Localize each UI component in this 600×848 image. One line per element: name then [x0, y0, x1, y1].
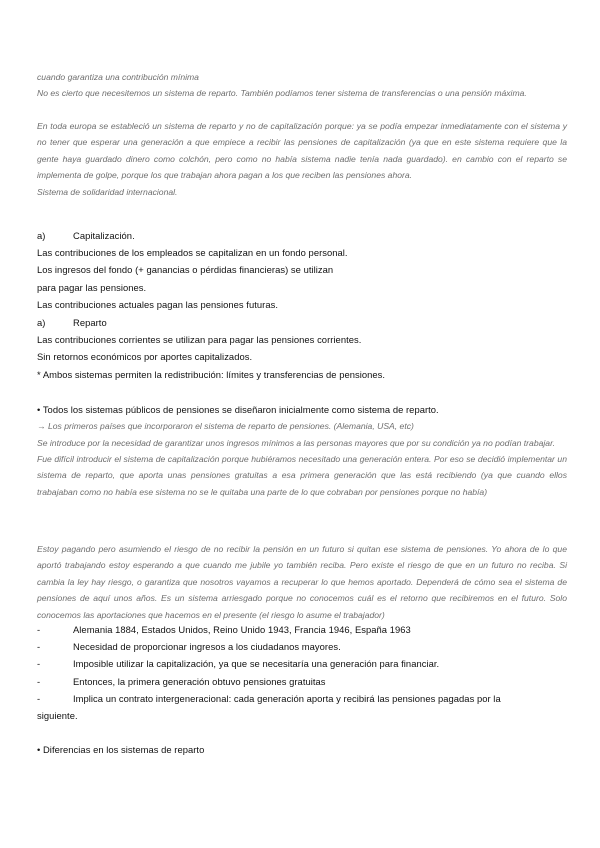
list-item-text: Alemania 1884, Estados Unidos, Reino Unido 1943, Francia 1946, España 1963	[73, 624, 411, 635]
list-marker: a)	[37, 230, 46, 241]
dash-marker: -	[37, 658, 41, 670]
dash-marker: -	[37, 692, 41, 704]
capitalizacion-line: Las contribuciones actuales pagan las pensiones futuras.	[37, 298, 278, 310]
risk-section	[37, 541, 567, 623]
reparto-section	[37, 314, 567, 383]
dash-marker: -	[37, 624, 41, 635]
list-item-text: Necesidad de proporcionar ingresos a los ciudadanos mayores.	[73, 641, 341, 653]
intro-line-2: No es cierto que necesitemos un sistema de reparto. También podíamos tener sistema de transferencias o una pensión máxima.	[37, 88, 527, 99]
differences-heading: • Diferencias en los sistemas de reparto	[37, 744, 205, 755]
europe-paragraph-last-line: Sistema de solidaridad internacional.	[37, 186, 178, 197]
list-item-continuation: siguiente.	[37, 710, 78, 722]
europe-paragraph-section	[37, 118, 567, 200]
list-item-text: Imposible utilizar la capitalización, ya que se necesitaría una generación para financiar.	[73, 658, 440, 670]
first-countries-line: → Los primeros países que incorporaron el sistema de reparto de pensiones. (Alemania, USA, etc)	[37, 421, 414, 432]
reparto-line: Sin retornos económicos por aportes capitalizados.	[37, 351, 253, 363]
introduction-paragraph: Se introduce por la necesidad de garantizar unos ingresos mínimos a las personas mayores que por su condición ya no podían trabajar.	[37, 437, 555, 448]
list-item	[37, 690, 567, 707]
intro-section	[37, 69, 567, 102]
list-item	[37, 655, 567, 672]
list-item-text: Entonces, la primera generación obtuvo pensiones gratuitas	[73, 675, 326, 687]
reparto-line: Las contribuciones corrientes se utilizan para pagar las pensiones corrientes.	[37, 334, 362, 346]
differences-section	[37, 741, 567, 758]
risk-paragraph: Estoy pagando pero asumiendo el riesgo de no recibir la pensión en un futuro si quitan ese sistema de pensiones. Yo ahora de lo que aportó trabajando estoy esperando a que cuando me jubile yo también reciba. Pero existe el riesgo de que en un futuro no reciba. Si cambia la ley hay riesgo, o garantiza que nosotros vayamos a recuperar lo que hemos aportado. Dependerá de cómo sea el sistema de pensiones de aquí unos años. Es un sistema arriesgado porque no conocemos cuál es el retorno que recibiremos en el futuro. Solo conocemos las aportaciones que hacemos en el presente (el riesgo lo asume el trabajador)	[37, 544, 567, 620]
capitalizacion-section	[37, 227, 567, 313]
dash-marker: -	[37, 641, 41, 653]
capitalizacion-line: para pagar las pensiones.	[37, 281, 147, 293]
list-marker: a)	[37, 317, 46, 328]
reparto-heading-row	[37, 314, 567, 331]
list-item	[37, 673, 567, 690]
public-systems-bullet: • Todos los sistemas públicos de pensiones se diseñaron inicialmente como sistema de reparto.	[37, 404, 439, 415]
capitalizacion-line: Las contribuciones de los empleados se capitalizan en un fondo personal.	[37, 247, 348, 259]
list-item	[37, 638, 567, 655]
difficulty-paragraph: Fue difícil introducir el sistema de capitalización porque hubiéramos necesitado una generación entera. Por eso se decidió implementar un sistema de reparto, que aporta unas pensiones gratuitas a esa primera generación que las está recibiendo (ya que cuando ellos trabajaban como no había ese sistema no se le quitaba una parte de lo que cobraban por pensiones porque no había)	[37, 454, 567, 497]
reparto-heading: Reparto	[73, 317, 107, 328]
list-item-text: Implica un contrato intergeneracional: cada generación aporta y recibirá las pensiones pagadas por la	[73, 692, 501, 704]
dash-list	[37, 621, 567, 724]
europe-paragraph: En toda europa se estableció un sistema de reparto y no de capitalización porque: ya se podía empezar inmediatamente con el sistema y no tener que esperar una generación a que empiece a recibir las pensiones de capitalización (ya que en este sistema requiere que la gente haya guardado dinero como colchón, pero como no había sistema nadie tenía nada guardado). en cambio con el reparto se implementa de golpe, porque los que trabajan ahora pagan a los que reciben las pensiones ahora.	[37, 121, 567, 181]
dash-marker: -	[37, 675, 41, 687]
intro-line-1: cuando garantiza una contribución mínima	[37, 72, 199, 82]
capitalizacion-line: Los ingresos del fondo (+ ganancias o pérdidas financieras) se utilizan	[37, 264, 334, 276]
capitalizacion-heading-row	[37, 227, 567, 244]
capitalizacion-heading: Capitalización.	[73, 230, 135, 241]
list-item	[37, 621, 567, 638]
public-systems-section	[37, 401, 567, 500]
reparto-line: * Ambos sistemas permiten la redistribución: límites y transferencias de pensiones.	[37, 368, 386, 380]
